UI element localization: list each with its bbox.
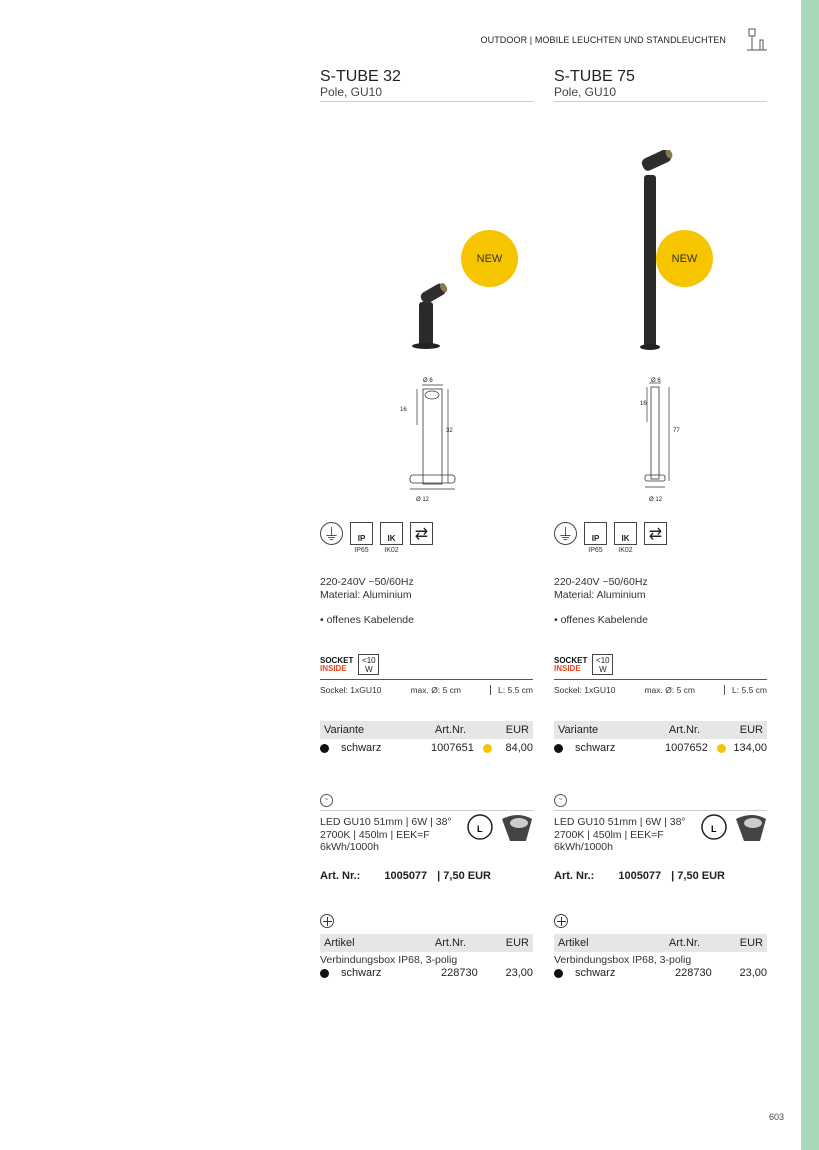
accessory-row[interactable]: schwarz 228730 23,00 [320, 967, 533, 979]
accessory-plus-icon [554, 914, 568, 928]
accessory-desc: Verbindungsbox IP68, 3-polig [554, 954, 692, 966]
availability-dot [717, 744, 726, 753]
protection-class-icon: ⏚ [320, 522, 343, 545]
ik-caption: IK02 [384, 547, 399, 554]
page-number: 603 [768, 1112, 784, 1122]
dim-base-label: Ø 12 [416, 497, 430, 503]
led-lamp-image [700, 811, 770, 849]
black-color-swatch [320, 744, 329, 753]
led-bulb-icon: ~ [554, 794, 567, 807]
spec-voltage: 220-240V ~50/60Hz [320, 576, 414, 588]
spec-material: Material: Aluminium [554, 588, 646, 601]
accessory-plus-icon [320, 914, 334, 928]
dim-side-label: 16 [640, 401, 647, 407]
led-lamp-image [466, 811, 536, 849]
new-badge: NEW [461, 230, 518, 287]
product-subtitle: Pole, GU10 [320, 86, 533, 102]
accessory-table-header: Artikel Art.Nr. EUR [320, 934, 533, 952]
dim-top-label: Ø 6 [651, 378, 661, 384]
cable-end-icon: ⇄ [644, 522, 667, 545]
dim-side-label: 16 [400, 407, 407, 413]
product-column-s-tube-32 [320, 68, 533, 979]
protection-class-icon: ⏚ [554, 522, 577, 545]
lamp-image [405, 282, 455, 352]
dimension-drawing [320, 362, 533, 512]
product-column-s-tube-75 [554, 68, 767, 979]
dim-base-label: Ø 12 [649, 497, 663, 503]
cable-end-icon: ⇄ [410, 522, 433, 545]
ip-rating-icon: IP [350, 522, 373, 545]
spec-voltage: 220-240V ~50/60Hz [554, 576, 648, 588]
dim-top-label: Ø 6 [423, 378, 433, 384]
led-artnr: Art. Nr.: 1005077 | 7,50 EUR [554, 870, 725, 882]
led-lamp-block: LED GU10 51mm | 6W | 38° 2700K | 450lm | EEK=F 6kWh/1000h L [320, 811, 533, 866]
dimension-drawing [554, 362, 767, 512]
accessory-desc: Verbindungsbox IP68, 3-polig [320, 954, 458, 966]
socket-inside-logo: SOCKET INSIDE [320, 655, 354, 673]
product-photo [554, 102, 767, 362]
black-color-swatch [320, 969, 329, 978]
variant-row[interactable]: schwarz 1007652 134,00 [554, 739, 767, 754]
side-accent-bar [801, 0, 819, 1150]
dim-height-label: 77 [673, 428, 680, 434]
black-color-swatch [554, 744, 563, 753]
product-subtitle: Pole, GU10 [554, 86, 767, 102]
wattage-box: <10 W [592, 654, 613, 675]
variant-row[interactable]: schwarz 1007651 84,00 [320, 739, 533, 754]
feature-item: • offenes Kabelende [554, 614, 648, 626]
ik-rating-icon: IK [380, 522, 403, 545]
accessory-table-header: Artikel Art.Nr. EUR [554, 934, 767, 952]
socket-inside-logo: SOCKET INSIDE [554, 655, 588, 673]
lamp-category-icon [746, 28, 768, 52]
ik-rating-icon: IK [614, 522, 637, 545]
ik-caption: IK02 [618, 547, 633, 554]
certification-icons [554, 522, 767, 554]
certification-icons [320, 522, 533, 554]
lamp-image [634, 150, 694, 355]
led-lamp-block: LED GU10 51mm | 6W | 38° 2700K | 450lm | EEK=F 6kWh/1000h L [554, 811, 767, 866]
svg-text:L: L [711, 824, 717, 834]
new-badge: NEW [656, 230, 713, 287]
variant-table-header: Variante Art.Nr. EUR [320, 721, 533, 739]
availability-dot [483, 744, 492, 753]
variant-table-header: Variante Art.Nr. EUR [554, 721, 767, 739]
dim-height-label: 32 [446, 428, 453, 434]
category-header: OUTDOOR | MOBILE LEUCHTEN UND STANDLEUCHTEN [480, 35, 726, 45]
led-bulb-icon: ~ [320, 794, 333, 807]
accessory-row[interactable]: schwarz 228730 23,00 [554, 967, 767, 979]
ip-caption: IP65 [588, 547, 603, 554]
product-photo [320, 102, 533, 362]
ip-caption: IP65 [354, 547, 369, 554]
ip-rating-icon: IP [584, 522, 607, 545]
socket-info-line: Sockel: 1xGU10 max. Ø: 5 cm L: 5.5 cm [320, 679, 533, 695]
spec-material: Material: Aluminium [320, 588, 412, 601]
feature-item: • offenes Kabelende [320, 614, 414, 626]
product-title: S-TUBE 32 [320, 68, 401, 85]
led-artnr: Art. Nr.: 1005077 | 7,50 EUR [320, 870, 491, 882]
socket-info-line: Sockel: 1xGU10 max. Ø: 5 cm L: 5.5 cm [554, 679, 767, 695]
svg-text:L: L [477, 824, 483, 834]
wattage-box: <10 W [358, 654, 379, 675]
black-color-swatch [554, 969, 563, 978]
product-title: S-TUBE 75 [554, 68, 635, 85]
